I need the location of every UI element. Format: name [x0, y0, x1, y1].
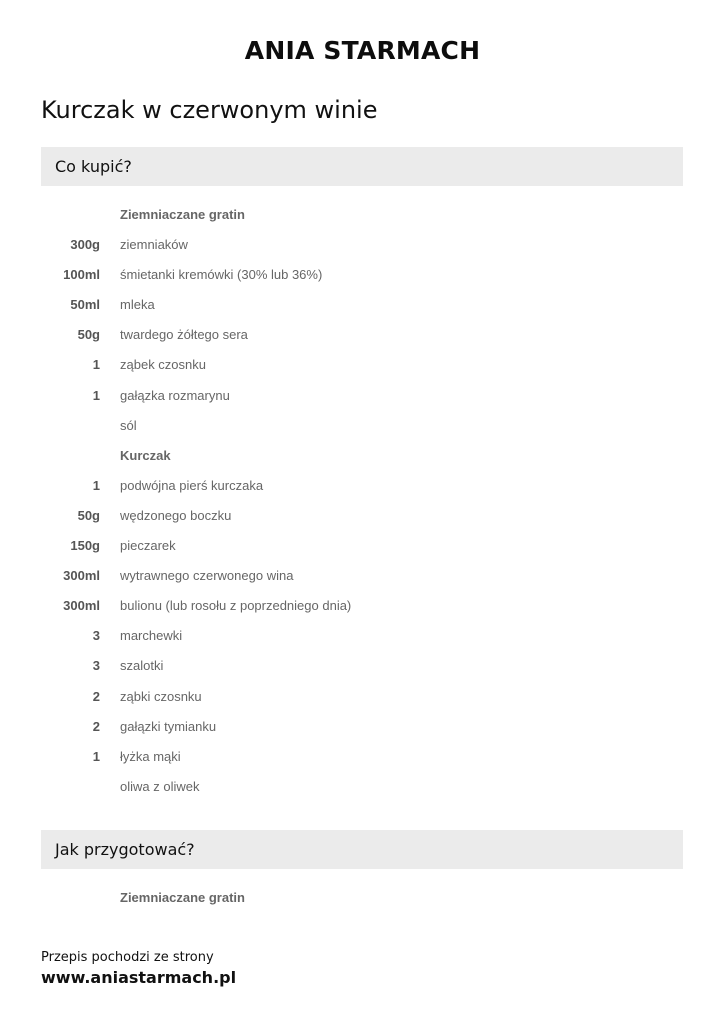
ingredient-row: [41, 712, 683, 742]
ingredient-name: podwójna pierś kurczaka: [120, 477, 264, 493]
ingredient-row: [41, 290, 683, 320]
ingredient-row: [41, 320, 683, 350]
ingredient-row: [41, 742, 683, 772]
ingredient-quantity: 50ml: [70, 297, 100, 313]
ingredient-quantity: 3: [92, 628, 100, 644]
ingredient-name: sól: [120, 417, 137, 433]
ingredient-name: ząbki czosnku: [120, 688, 202, 704]
footer-website-link[interactable]: www.aniastarmach.pl: [41, 968, 237, 987]
ingredient-row: [41, 260, 683, 290]
ingredient-row: [41, 471, 683, 501]
ingredient-row: [41, 350, 683, 380]
ingredient-quantity: 1: [92, 387, 100, 403]
ingredient-quantity: 50g: [77, 327, 100, 343]
ingredient-row: [41, 411, 683, 441]
shopping-section-header: Co kupić?: [41, 147, 683, 186]
ingredient-name: gałązka rozmarynu: [120, 387, 230, 403]
ingredient-row: [41, 591, 683, 621]
ingredient-quantity: 3: [92, 658, 100, 674]
ingredient-name: wytrawnego czerwonego wina: [120, 568, 294, 584]
ingredient-name: pieczarek: [120, 538, 176, 554]
ingredient-name: wędzonego boczku: [120, 507, 232, 523]
ingredient-row: [41, 651, 683, 681]
ingredient-group-label: Ziemniaczane gratin: [120, 207, 245, 222]
ingredient-name: marchewki: [120, 628, 183, 644]
ingredient-row: [41, 230, 683, 260]
ingredient-row: [41, 501, 683, 531]
ingredient-quantity: 100ml: [63, 267, 100, 283]
ingredient-quantity: 1: [92, 357, 100, 373]
ingredient-name: oliwa z oliwek: [120, 778, 200, 794]
recipe-title: Kurczak w czerwonym winie: [41, 96, 378, 124]
ingredient-name: ziemniaków: [120, 237, 188, 253]
ingredient-quantity: 300ml: [63, 598, 100, 614]
ingredient-group-label: Kurczak: [120, 447, 171, 463]
ingredient-quantity: 1: [92, 748, 100, 764]
ingredient-name: bulionu (lub rosołu z poprzedniego dnia): [120, 598, 352, 614]
ingredient-group-row: [41, 441, 683, 471]
ingredient-name: twardego żółtego sera: [120, 327, 248, 343]
ingredient-row: [41, 381, 683, 411]
ingredient-group-row: [41, 200, 683, 230]
ingredient-name: gałązki tymianku: [120, 718, 217, 734]
ingredient-quantity: 2: [92, 718, 100, 734]
ingredient-name: ząbek czosnku: [120, 357, 206, 373]
ingredient-quantity: 50g: [77, 507, 100, 523]
ingredient-name: łyżka mąki: [120, 748, 181, 764]
prep-section-header: Jak przygotować?: [41, 830, 683, 869]
ingredient-row: [41, 682, 683, 712]
ingredient-quantity: 150g: [70, 538, 100, 554]
ingredient-name: śmietanki kremówki (30% lub 36%): [120, 267, 323, 283]
ingredient-list: [41, 200, 683, 802]
ingredient-row: [41, 561, 683, 591]
ingredient-name: szalotki: [120, 658, 164, 674]
ingredient-row: [41, 772, 683, 802]
ingredient-name: mleka: [120, 297, 155, 313]
prep-group-label: Ziemniaczane gratin: [120, 890, 245, 905]
ingredient-quantity: 300ml: [63, 568, 100, 584]
ingredient-quantity: 1: [92, 477, 100, 493]
ingredient-row: [41, 531, 683, 561]
ingredient-quantity: 300g: [70, 237, 100, 253]
ingredient-quantity: 2: [92, 688, 100, 704]
brand-title: ANIA STARMACH: [244, 36, 481, 65]
footer-source-text: Przepis pochodzi ze strony: [41, 950, 214, 965]
ingredient-row: [41, 621, 683, 651]
